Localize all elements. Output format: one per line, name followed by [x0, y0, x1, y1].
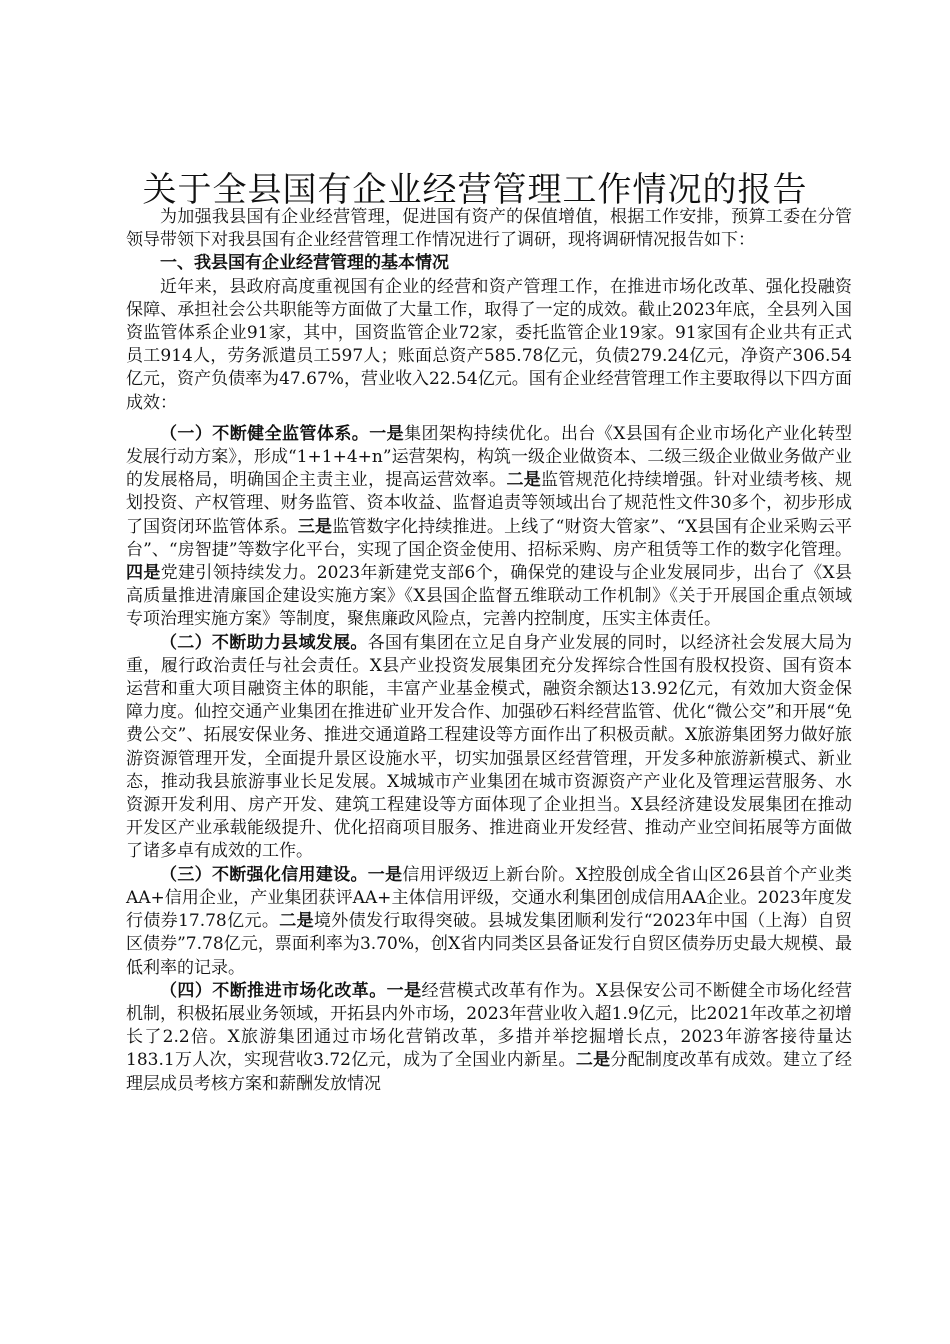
keyword: 二是: [575, 1050, 611, 1071]
paragraph-text: 各国有集团在立足自身产业发展的同时，以经济社会发展大局为重，履行政治责任与社会责任。X县产业投资发展集团充分发挥综合性国有股权投资、国有资本运营和重大项目融资主体的职能，丰富产业基金模式，融资余额达13.92亿元，有效加大资金保障力度。仙控交通产业集团在推进矿业开发合作、加强砂石料经营监管、优化“微公交”和开展“免费公交”、拓展安保业务、推进交通道路工程建设等方面作出了积极贡献。X旅游集团努力做好旅游资源管理开发，全面提升景区设施水平，切实加强景区经营管理，开发多种旅游新模式、新业态，推动我县旅游事业长足发展。X城城市产业集团在城市资源资产产业化及管理运营服务、水资源开发利用、房产开发、建筑工程建设等方面体现了企业担当。X县经济建设发展集团在推动开发区产业承载能级提升、优化招商项目服务、推进商业开发经营、推动产业空间拓展等方面做了诸多卓有成效的工作。: [126, 632, 853, 862]
paragraph-market-reform: [126, 980, 852, 1096]
intro-paragraph: 为加强我县国有企业经营管理，促进国有资产的保值增值，根据工作安排，预算工委在分管领导带领下对我县国有企业经营管理工作情况进行了调研，现将调研情况报告如下：: [126, 207, 852, 251]
paragraph-text: 集团架构持续优化。出台《X县国有企业市场化产业化转型发展行动方案》，形成“1+1+4+n”运营架构，构筑一级企业做资本、二级三级企业做业务做产业的发展格局，明确国企主责主业，提高运营效率。: [126, 423, 853, 491]
paragraph-county-development: [126, 632, 852, 864]
paragraph-text: 分配制度改革有成效。建立了经理层成员考核方案和薪酬发放情况: [126, 1050, 853, 1094]
keyword: 一是: [367, 864, 403, 885]
keyword: 二是: [279, 911, 314, 932]
paragraph-supervision: [126, 423, 852, 632]
keyword: 一是: [369, 423, 405, 444]
keyword: 三是: [297, 516, 333, 537]
paragraph-text: 信用评级迈上新台阶。X控股创成全省山区26县首个产业类AA+信用企业，产业集团获评AA+主体信用评级，交通水利集团创成信用AA企业。2023年度发行债券17.78亿元。: [126, 864, 853, 932]
keyword: 二是: [506, 470, 542, 491]
section-heading: 一、我县国有企业经营管理的基本情况: [160, 253, 449, 274]
paragraph-text: 党建引领持续发力。2023年新建党支部6个，确保党的建设与企业发展同步，出台了《X县高质量推进清廉国企建设实施方案》《X县国企监督五维联动工作机制》《关于开展国企重点领域专项治理实施方案》等制度，聚焦廉政风险点，完善内控制度，压实主体责任。: [126, 563, 853, 630]
paragraph-heading: （二）不断助力县域发展。: [160, 632, 368, 653]
document-title: 关于全县国有企业经营管理工作情况的报告: [142, 170, 808, 210]
document-body: [126, 206, 852, 1096]
paragraph-text: 监管规范化持续增强。针对业绩考核、规划投资、产权管理、财务监管、资本收益、监督追责等领域出台了规范性文件30多个，初步形成了国资闭环监管体系。: [126, 470, 853, 537]
paragraph-heading: （三）不断强化信用建设。: [160, 864, 368, 885]
section-paragraph: 近年来，县政府高度重视国有企业的经营和资产管理工作，在推进市场化改革、强化投融资保障、承担社会公共职能等方面做了大量工作，取得了一定的成效。截止2023年底，全县列入国资监管体系企业91家，其中，国资监管企业72家，委托监管企业19家。91家国有企业共有正式员工914人，劳务派遣员工597人；账面总资产585.78亿元，负债279.24亿元，净资产306.54亿元，资产负债率为47.67%，营业收入22.54亿元。国有企业经营管理工作主要取得以下四方面成效：: [126, 276, 852, 413]
paragraph-text: 经营模式改革有作为。X县保安公司不断健全市场化经营机制，积极拓展业务领域，开拓县内外市场，2023年营业收入超1.9亿元，比2021年改革之初增长了2.2倍。X旅游集团通过市场化营销改革，多措并举挖掘增长点，2023年游客接待量达183.1万人次，实现营收3.72亿元，成为了全国业内新星。: [126, 980, 853, 1071]
paragraph-text: 境外债发行取得突破。县城发集团顺利发行“2023年中国（上海）自贸区债券”7.78亿元，票面利率为3.70%，创X省内同类区县备证发行自贸区债券历史最大规模、最低利率的记录。: [126, 911, 853, 978]
paragraph-heading: （四）不断推进市场化改革。: [160, 980, 387, 1001]
paragraph-heading: （一）不断健全监管体系。: [160, 423, 370, 444]
paragraph-text: 监管数字化持续推进。上线了“财资大管家”、“X县国有企业采购云平台”、“房智捷”等数字化平台，实现了国企资金使用、招标采购、房产租赁等工作的数字化管理。: [126, 516, 853, 560]
keyword: 一是: [386, 980, 422, 1001]
paragraph-credit: [126, 864, 852, 980]
keyword: 四是: [126, 563, 161, 584]
